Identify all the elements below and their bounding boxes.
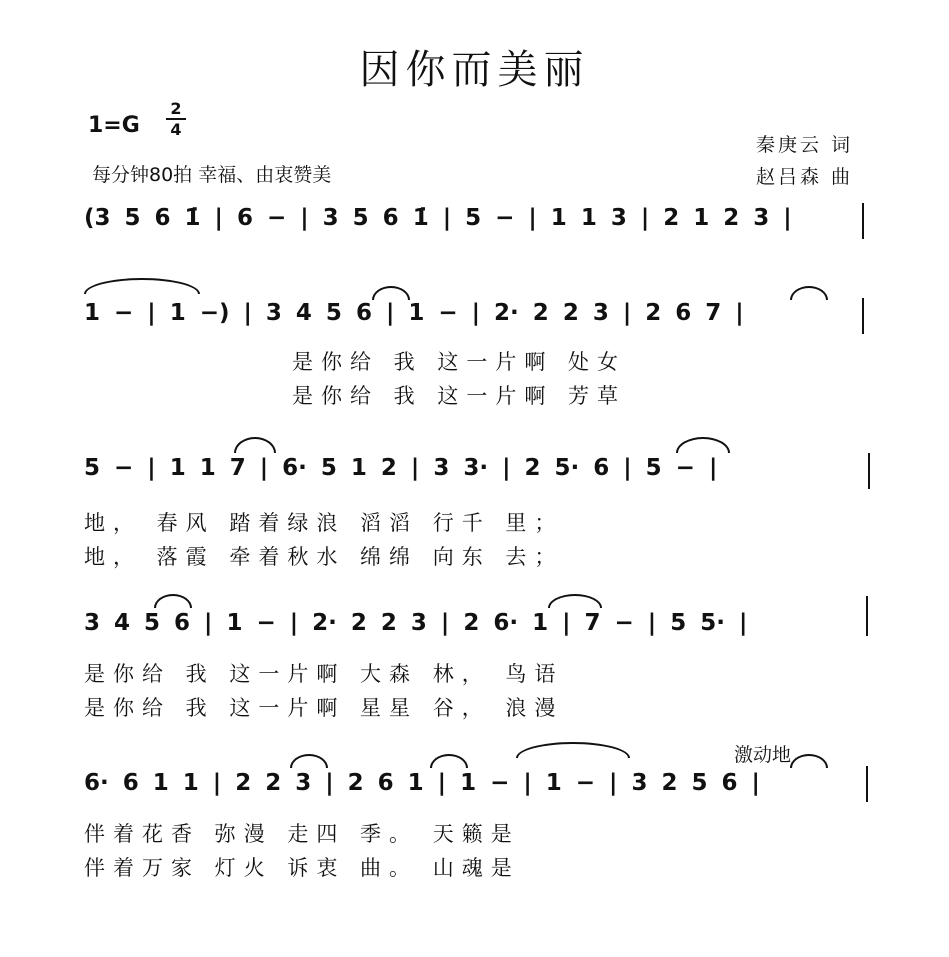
time-signature <box>166 100 186 138</box>
staff-row-1 <box>0 205 949 245</box>
notation-line-1: (3 5 6 1̇ | 6 − | 3 5 6 1̇ | 5 − | 1 1 3 | 2 1 2 3 | <box>84 205 792 231</box>
tempo-marking: 每分钟80拍 幸福、由衷赞美 <box>92 164 332 186</box>
staff-row-5 <box>0 770 949 885</box>
lyric-verse-2: 地， 落霞 牵着秋水 绵绵 向东 去； <box>84 545 564 569</box>
notation-line-5: 6· 6 1 1 | 2 2 3 | 2 6 1 | 1 − | 1 − | 3 2 5 6 | <box>84 770 760 796</box>
lyric-verse-2: 是你给 我 这一片啊 星星 谷， 浪漫 <box>84 696 564 720</box>
bar-line <box>866 596 868 636</box>
staff-row-4 <box>0 610 949 725</box>
bar-line <box>862 203 864 239</box>
notation-line-4: 3 4 5 6 | 1 − | 2· 2 2 3 | 2 6· 1 | 7 − | 5 5· | <box>84 610 748 636</box>
staff-row-3 <box>0 455 949 570</box>
lyric-verse-2: 伴着万家 灯火 诉衷 曲。 山魂是 <box>84 856 520 880</box>
slur-arc <box>790 754 828 768</box>
bar-line <box>866 766 868 802</box>
lyric-verse-1: 地， 春风 踏着绿浪 滔滔 行千 里； <box>84 511 564 535</box>
slur-arc <box>430 754 468 768</box>
slur-arc <box>790 286 828 300</box>
time-signature-bottom: 4 <box>170 120 182 139</box>
slur-arc <box>234 437 276 453</box>
bar-line <box>868 453 870 489</box>
notation-line-3: 5 − | 1 1 7 | 6· 5 1 2 | 3 3· | 2 5· 6 | 5 − | <box>84 455 718 481</box>
lyric-verse-2: 是你给 我 这一片啊 芳草 <box>292 384 627 408</box>
slur-arc <box>154 594 192 608</box>
song-title: 因你而美丽 <box>359 47 590 93</box>
lyric-verse-1: 伴着花香 弥漫 走四 季。 天籁是 <box>84 822 520 846</box>
time-signature-top: 2 <box>170 99 182 118</box>
notation-line-2: 1 − | 1 −) | 3 4 5 6 | 1 − | 2· 2 2 3 | 2 6 7 | <box>84 300 744 326</box>
lyric-verse-1: 是你给 我 这一片啊 大森 林， 鸟语 <box>84 662 564 686</box>
tie-arc <box>516 742 630 758</box>
staff-row-2 <box>0 300 949 410</box>
expression-marking: 激动地 <box>734 744 792 766</box>
slur-arc <box>372 286 410 300</box>
slur-arc <box>290 754 328 768</box>
tie-arc <box>84 278 200 294</box>
slur-arc <box>676 437 730 453</box>
bar-line <box>862 298 864 334</box>
key-signature: 1=G <box>88 113 140 138</box>
lyric-verse-1: 是你给 我 这一片啊 处女 <box>292 350 627 374</box>
composer-credit: 赵吕森 曲 <box>756 166 854 188</box>
slur-arc <box>548 594 602 608</box>
lyricist-credit: 秦庚云 词 <box>756 134 854 156</box>
